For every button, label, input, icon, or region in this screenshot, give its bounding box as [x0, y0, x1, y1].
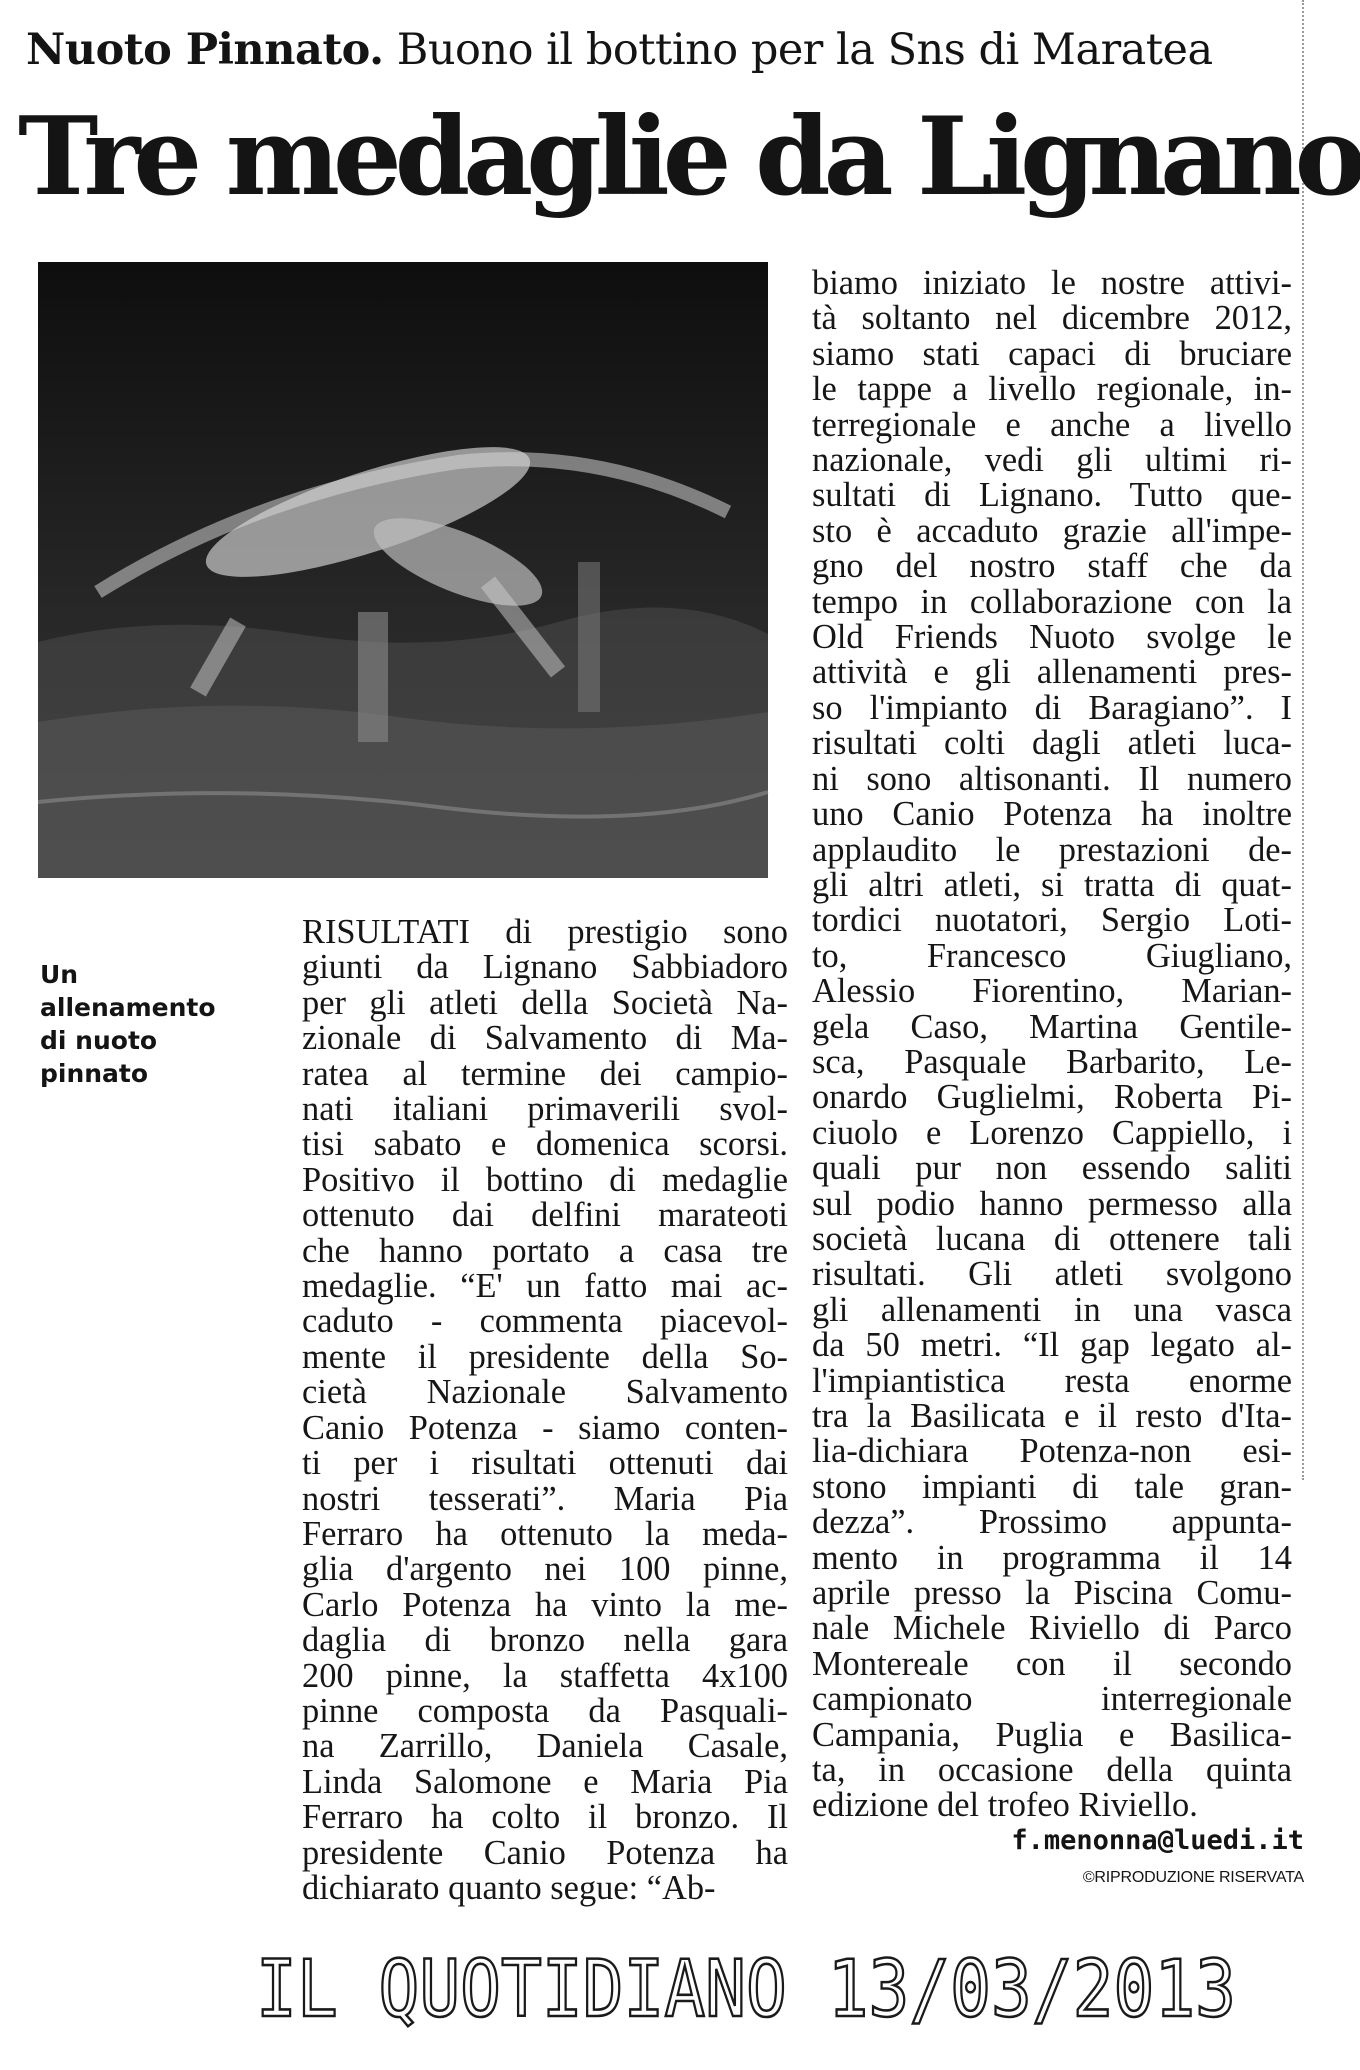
article-line: ni sono altisonanti. Il numero: [812, 759, 1292, 798]
article-line: Linda Salomone e Maria Pia: [302, 1762, 788, 1801]
article-line: Alessio Fiorentino, Marian-: [812, 972, 1292, 1011]
article-line: Canio Potenza - siamo conten-: [302, 1408, 788, 1447]
article-line: da 50 metri. “Il gap legato al-: [812, 1326, 1292, 1365]
article-line: l'impiantistica resta enorme: [812, 1361, 1292, 1400]
article-line: biamo iniziato le nostre attivi-: [812, 264, 1292, 302]
article-line: cietà Nazionale Salvamento: [302, 1373, 788, 1412]
article-line: quali pur non essendo saliti: [812, 1149, 1292, 1188]
article-line: gli altri atleti, si tratta di quat-: [812, 865, 1292, 904]
article-line: sto è accaduto grazie all'impe-: [812, 511, 1292, 550]
article-line: Positivo il bottino di medaglie: [302, 1160, 788, 1199]
article-line: tisi sabato e domenica scorsi.: [302, 1125, 788, 1164]
article-line: mente il presidente della So-: [302, 1337, 788, 1376]
article-line: gno del nostro staff che da: [812, 547, 1292, 586]
kicker-section: Nuoto Pinnato.: [26, 25, 384, 75]
article-line: onardo Guglielmi, Roberta Pi-: [812, 1078, 1292, 1117]
caption-line: di nuoto: [40, 1026, 158, 1055]
article-line: Montereale con il secondo: [812, 1644, 1292, 1683]
article-line: zionale di Salvamento di Ma-: [302, 1019, 788, 1058]
caption-line: allenamento: [40, 993, 216, 1022]
article-line: pinne composta da Pasquali-: [302, 1691, 788, 1730]
article-line: ratea al termine dei campio-: [302, 1054, 788, 1093]
article-line: società lucana di ottenere tali: [812, 1219, 1292, 1258]
article-line: uno Canio Potenza ha inoltre: [812, 795, 1292, 834]
article-line: tordici nuotatori, Sergio Loti-: [812, 901, 1292, 940]
article-line: lia-dichiara Potenza-non esi-: [812, 1432, 1292, 1471]
article-line: caduto - commenta piacevol-: [302, 1302, 788, 1341]
article-line: gela Caso, Martina Gentile-: [812, 1007, 1292, 1046]
article-line: per gli atleti della Società Na-: [302, 983, 788, 1022]
article-line: tà soltanto nel dicembre 2012,: [812, 299, 1292, 338]
article-line: medaglie. “E' un fatto mai ac-: [302, 1267, 788, 1306]
article-line: nazionale, vedi gli ultimi ri-: [812, 441, 1292, 480]
photo-caption: [40, 958, 260, 1090]
swimmer-photo: [38, 262, 768, 878]
swimmer-photo-image: [38, 262, 768, 878]
copyright-notice: ©RIPRODUZIONE RISERVATA: [1082, 1869, 1304, 1886]
handwritten-note-image: [248, 1938, 1248, 2038]
article-line: mento in programma il 14: [812, 1538, 1292, 1577]
article-line: siamo stati capaci di bruciare: [812, 334, 1292, 373]
article-line: applaudito le prestazioni de-: [812, 830, 1292, 869]
article-line: ottenuto dai delfini marateoti: [302, 1196, 788, 1235]
caption-line: Un: [40, 960, 79, 989]
article-line: RISULTATI di prestigio sono: [302, 913, 788, 951]
author-email: f.menonna@luedi.it: [1011, 1825, 1304, 1856]
article-line: Campania, Puglia e Basilica-: [812, 1715, 1292, 1754]
article-line: campionato interregionale: [812, 1680, 1292, 1719]
article-line: 200 pinne, la staffetta 4x100: [302, 1656, 788, 1695]
handwritten-note: [248, 1938, 1248, 2038]
article-line: terregionale e anche a livello: [812, 405, 1292, 444]
caption-line: pinnato: [40, 1059, 149, 1088]
article-line: risultati. Gli atleti svolgono: [812, 1255, 1292, 1294]
article-line: tempo in collaborazione con la: [812, 582, 1292, 621]
article-line: stono impianti di tale gran-: [812, 1467, 1292, 1506]
article-line: presidente Canio Potenza ha: [302, 1833, 788, 1872]
article-line: tra la Basilicata e il resto d'Ita-: [812, 1397, 1292, 1435]
article-line: edizione del trofeo Riviello.: [812, 1786, 1198, 1825]
article-column-left: [302, 915, 788, 1906]
column-rule: [1302, 0, 1304, 1480]
article-line: risultati colti dagli atleti luca-: [812, 724, 1292, 763]
kicker: [26, 22, 1306, 78]
article-line: sultati di Lignano. Tutto que-: [812, 476, 1292, 515]
article-line: daglia di bronzo nella gara: [302, 1621, 788, 1660]
article-line: ta, in occasione della quinta: [812, 1751, 1292, 1790]
article-line: to, Francesco Giugliano,: [812, 936, 1292, 975]
article-line: Ferraro ha colto il bronzo. Il: [302, 1798, 788, 1837]
article-line: ti per i risultati ottenuti dai: [302, 1444, 788, 1483]
headline: Tre medaglie da Lignano: [18, 94, 1360, 220]
article-line: sca, Pasquale Barbarito, Le-: [812, 1042, 1292, 1081]
article-line: Old Friends Nuoto svolge le: [812, 618, 1292, 657]
article-line: nati italiani primaverili svol-: [302, 1090, 788, 1129]
article-line: nostri tesserati”. Maria Pia: [302, 1479, 788, 1518]
article-line: Carlo Potenza ha vinto la me-: [302, 1585, 788, 1624]
article-line: gli allenamenti in una vasca: [812, 1290, 1292, 1329]
article-line: giunti da Lignano Sabbiadoro: [302, 948, 788, 987]
kicker-subtitle: Buono il bottino per la Sns di Maratea: [396, 25, 1213, 75]
article-line: Ferraro ha ottenuto la meda-: [302, 1514, 788, 1553]
article-line: dichiarato quanto segue: “Ab-: [302, 1868, 716, 1907]
article-line: na Zarrillo, Daniela Casale,: [302, 1727, 788, 1766]
article-line: dezza”. Prossimo appunta-: [812, 1503, 1292, 1542]
article-column-right: [812, 266, 1292, 1824]
article-line: so l'impianto di Baragiano”. I: [812, 688, 1292, 727]
article-line: ciuolo e Lorenzo Cappiello, i: [812, 1113, 1292, 1152]
article-line: sul podio hanno permesso alla: [812, 1184, 1292, 1223]
article-line: le tappe a livello regionale, in-: [812, 370, 1292, 409]
handwritten-note-text: IL QUOTIDIANO 13/03/2013: [256, 1945, 1236, 2035]
article-line: glia d'argento nei 100 pinne,: [302, 1550, 788, 1589]
article-line: attività e gli allenamenti pres-: [812, 653, 1292, 692]
article-line: nale Michele Riviello di Parco: [812, 1609, 1292, 1648]
article-line: che hanno portato a casa tre: [302, 1231, 788, 1270]
article-line: aprile presso la Piscina Comu-: [812, 1574, 1292, 1613]
